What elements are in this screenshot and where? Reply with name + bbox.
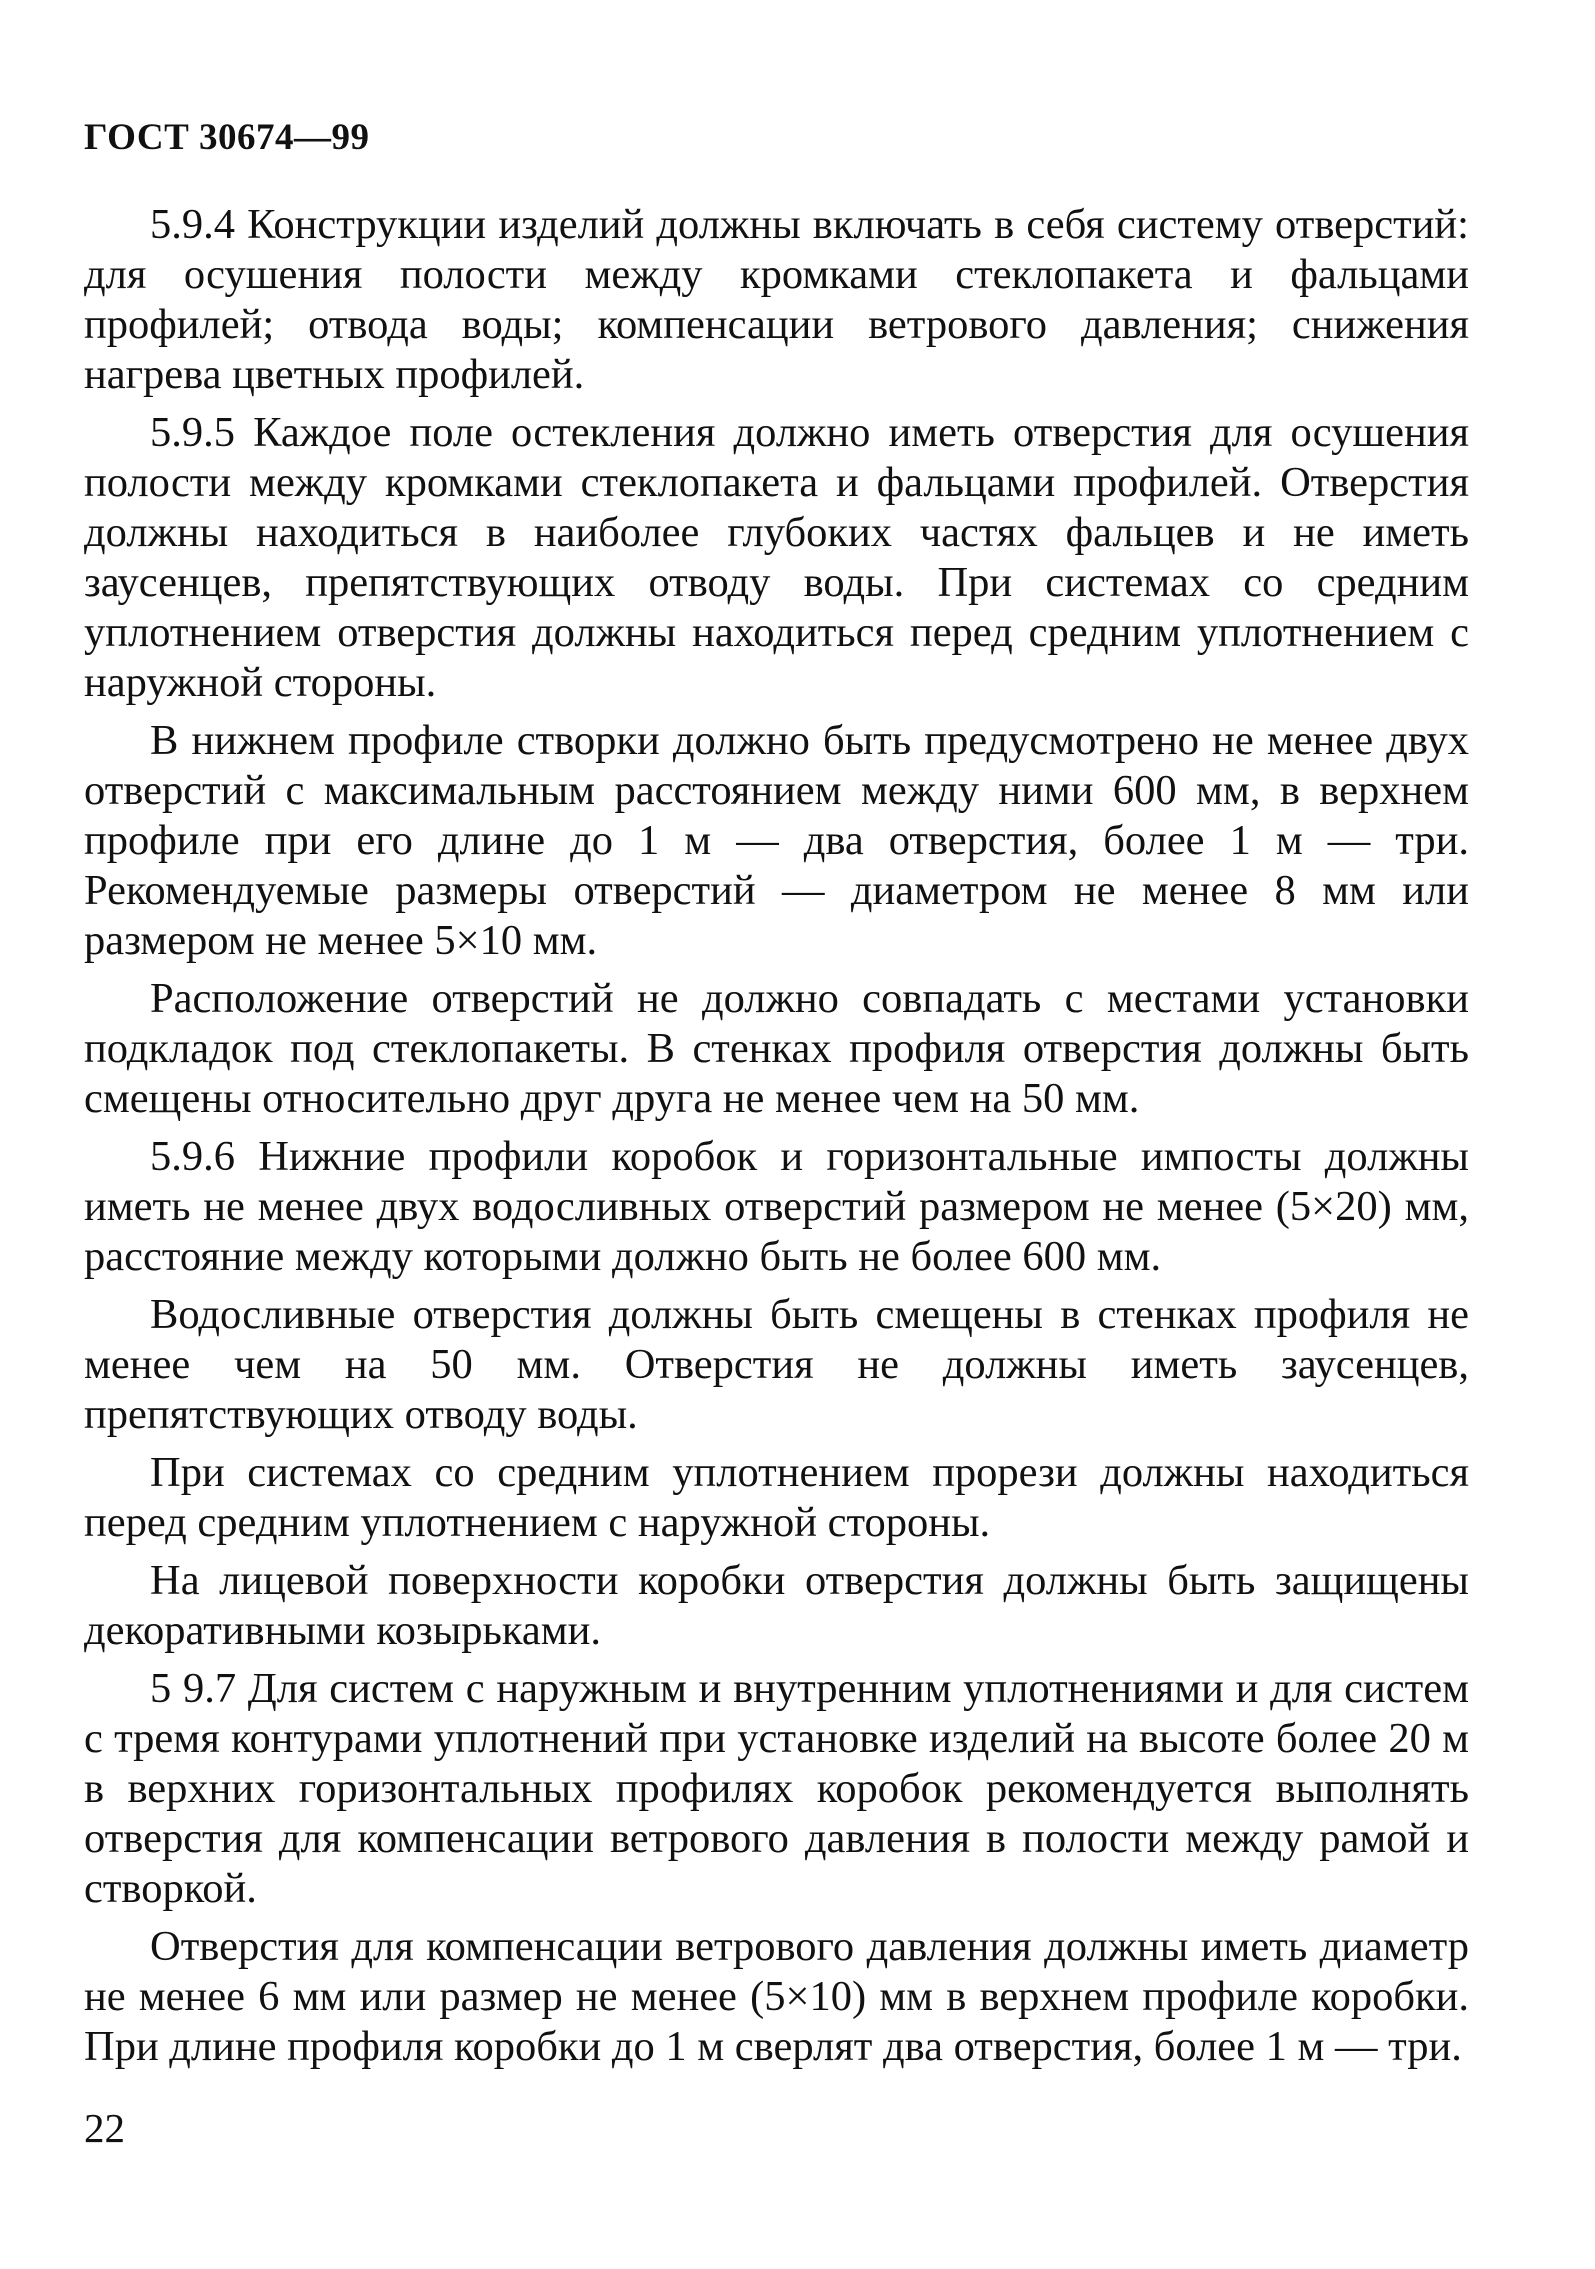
paragraph-5-9-4: 5.9.4 Конструкции изделий должны включать в себя систему отверстий: для осушения полости между кромками стеклопакета и фальцами профилей; отвода воды; компенсации ветрового давления; снижения нагрева цветных профилей. — [84, 201, 1469, 398]
paragraph-5-9-6: 5.9.6 Нижние профили коробок и горизонтальные импосты должны иметь не менее двух водосливных отверстий размером не менее (5×20) мм, расстояние между которыми должно быть не более 600 мм. — [84, 1133, 1469, 1280]
paragraph-sash-holes: В нижнем профиле створки должно быть предусмотрено не менее двух отверстий с максимальным расстоянием между ними 600 мм, в верхнем профиле при его длине до 1 м — два отверстия, более 1 м — три. Рекомендуемые размеры отверстий — диаметром не менее 8 мм или размером не менее 5×10 мм. — [84, 717, 1469, 964]
paragraph-wind-pressure-holes: Отверстия для компенсации ветрового давления должны иметь диаметр не менее 6 мм или размер не менее (5×10) мм в верхнем профиле коробки. При длине профиля коробки до 1 м сверлят два отверстия, более 1 м — три. — [84, 1923, 1469, 2070]
paragraph-5-9-5: 5.9.5 Каждое поле остекления должно иметь отверстия для осушения полости между кромками стеклопакета и фальцами профилей. Отверстия должны находиться в наиболее глубоких частях фальцев и не иметь заусенцев, препятствующих отводу воды. При системах со средним уплотнением отверстия должны находиться перед средним уплотнением с наружной стороны. — [84, 409, 1469, 706]
body-text — [84, 200, 1469, 2080]
paragraph-drain-holes: Водосливные отверстия должны быть смещены в стенках профиля не менее чем на 50 мм. Отверстия не должны иметь заусенцев, препятствующих отводу воды. — [84, 1291, 1469, 1438]
paragraph-5-9-7: 5 9.7 Для систем с наружным и внутренним уплотнениями и для систем с тремя контурами уплотнений при установке изделий на высоте более 20 м в верхних горизонтальных профилях коробок рекомендуется выполнять отверстия для компенсации ветрового давления в полости между рамой и створкой. — [84, 1665, 1469, 1912]
paragraph-decorative-caps: На лицевой поверхности коробки отверстия должны быть защищены декоративными козырьками. — [84, 1557, 1469, 1654]
paragraph-middle-seal: При системах со средним уплотнением прорези должны находиться перед средним уплотнением с наружной стороны. — [84, 1449, 1469, 1546]
paragraph-hole-placement: Расположение отверстий не должно совпадать с местами установки подкладок под стеклопакеты. В стенках профиля отверстия должны быть смещены относительно друг друга не менее чем на 50 мм. — [84, 975, 1469, 1122]
standard-header: ГОСТ 30674—99 — [84, 117, 370, 158]
page-number: 22 — [84, 2105, 125, 2151]
